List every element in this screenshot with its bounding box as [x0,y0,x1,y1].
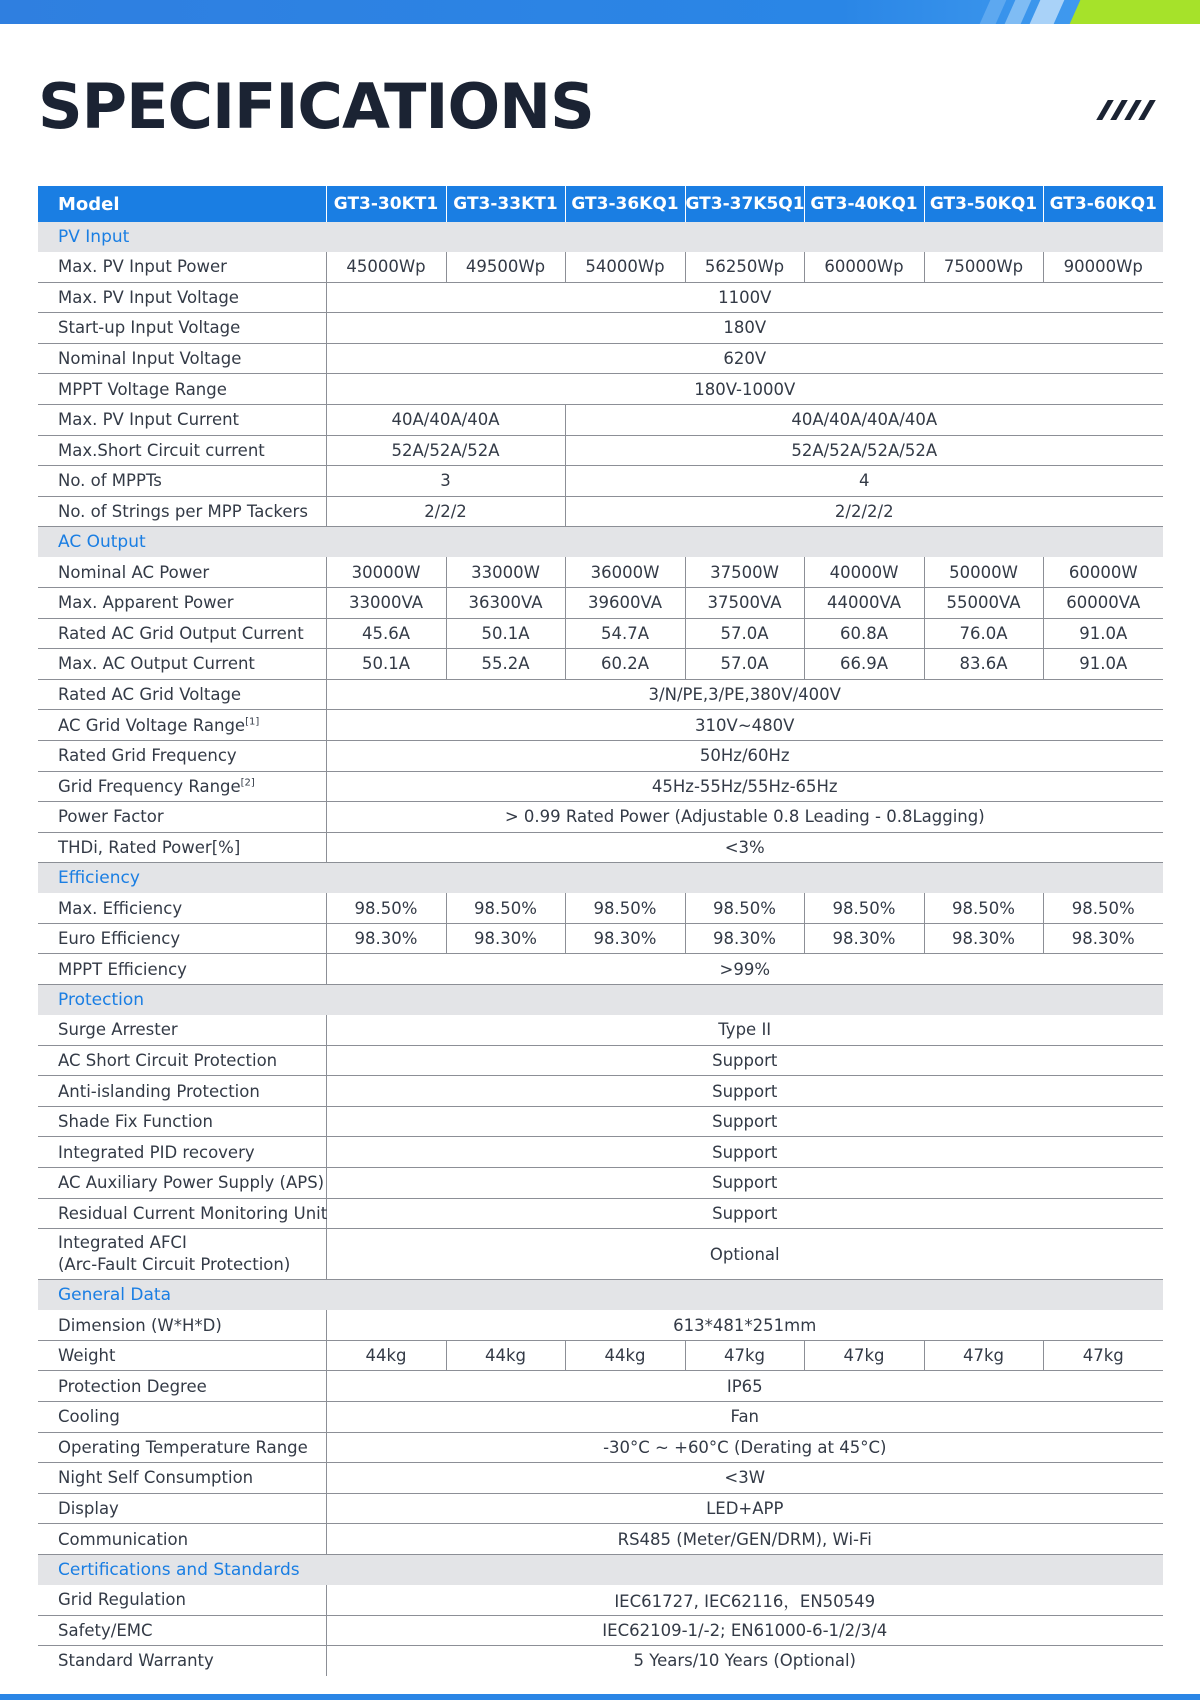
spec-label-text: Rated AC Grid Voltage [58,685,242,705]
spec-label [38,1168,326,1199]
spec-label [38,435,326,466]
spec-label-text: Grid Frequency Range [58,776,241,796]
section-title: PV Input [38,222,1163,252]
footnote-marker: [1] [245,716,260,728]
section-header-row [38,863,1163,894]
spec-value: 98.50% [924,893,1043,923]
spec-value: 37500VA [685,587,804,618]
spec-label [38,1646,326,1676]
spec-value: Support [326,1106,1163,1137]
spec-label [38,404,326,435]
spec-label-text: Max. PV Input Voltage [58,287,239,307]
spec-row [38,740,1163,771]
header-model-name: GT3-40KQ1 [804,186,924,222]
table-header-row [38,186,1163,222]
spec-label [38,1432,326,1463]
spec-label-text: AC Short Circuit Protection [58,1050,278,1070]
spec-row [38,893,1163,923]
section-header-row [38,222,1163,252]
spec-label-text: Max. Efficiency [58,898,183,918]
spec-label-text: (Arc-Fault Circuit Protection) [58,1255,291,1275]
spec-label-text: THDi, Rated Power[%] [58,837,241,857]
spec-value: 98.50% [1043,893,1163,923]
header-model-name: GT3-50KQ1 [924,186,1043,222]
spec-value: 98.50% [565,893,685,923]
spec-value: RS485 (Meter/GEN/DRM), Wi-Fi [326,1524,1163,1555]
section-title: General Data [38,1280,1163,1311]
spec-label-text: MPPT Voltage Range [58,379,227,399]
spec-value: 620V [326,343,1163,374]
spec-row [38,1229,1163,1280]
spec-label [38,1229,326,1280]
bottom-accent-bar [0,1694,1200,1700]
spec-label [38,1198,326,1229]
spec-value: 60.2A [565,649,685,680]
spec-row [38,618,1163,649]
spec-label-text: Protection Degree [58,1376,207,1396]
spec-label-text: Grid Regulation [58,1590,186,1610]
spec-row [38,832,1163,863]
spec-row [38,1524,1163,1555]
spec-value: 98.30% [565,923,685,954]
spec-value: 98.30% [685,923,804,954]
spec-row [38,1371,1163,1402]
spec-row [38,1310,1163,1340]
spec-row [38,1045,1163,1076]
spec-value: 613*481*251mm [326,1310,1163,1340]
section-title: AC Output [38,527,1163,558]
spec-value: Support [326,1198,1163,1229]
spec-row [38,1463,1163,1494]
spec-label [38,1137,326,1168]
spec-row [38,557,1163,587]
spec-label [38,1524,326,1555]
spec-value: 60000W [1043,557,1163,587]
spec-row [38,374,1163,405]
spec-label [38,923,326,954]
spec-label-text: Operating Temperature Range [58,1437,308,1457]
spec-row [38,923,1163,954]
spec-row [38,496,1163,527]
accent-stripe [980,0,1007,24]
spec-value: 310V~480V [326,710,1163,741]
spec-label [38,252,326,282]
spec-value: IP65 [326,1371,1163,1402]
spec-value: 40A/40A/40A/40A [565,404,1163,435]
section-title: Certifications and Standards [38,1554,1163,1585]
spec-row [38,435,1163,466]
spec-value: 44kg [326,1340,446,1371]
spec-value: 44000VA [804,587,924,618]
section-header-row [38,1554,1163,1585]
spec-row [38,1493,1163,1524]
spec-value: IEC61727, IEC62116，EN50549 [326,1585,1163,1615]
spec-value: 66.9A [804,649,924,680]
spec-value: 54.7A [565,618,685,649]
spec-row [38,1340,1163,1371]
spec-value: 75000Wp [924,252,1043,282]
spec-value: 52A/52A/52A/52A [565,435,1163,466]
spec-label-text: Display [58,1499,119,1519]
spec-row [38,710,1163,741]
spec-value: 98.50% [685,893,804,923]
spec-row [38,343,1163,374]
spec-label [38,557,326,587]
spec-label-text: Euro Efficiency [58,929,181,949]
spec-label [38,374,326,405]
spec-label-text: Max. PV Input Current [58,410,240,430]
spec-value: 98.30% [1043,923,1163,954]
spec-value: 76.0A [924,618,1043,649]
spec-value: 83.6A [924,649,1043,680]
spec-label-text: Anti-islanding Protection [58,1081,260,1101]
spec-label-text: Max. AC Output Current [58,654,255,674]
spec-value: 98.30% [326,923,446,954]
spec-row [38,404,1163,435]
spec-label [38,740,326,771]
spec-label-text: Surge Arrester [58,1020,178,1040]
spec-row [38,1432,1163,1463]
spec-label [38,832,326,863]
spec-value: 49500Wp [446,252,565,282]
spec-value: 45000Wp [326,252,446,282]
spec-value: 4 [565,466,1163,497]
spec-label-text: Communication [58,1529,189,1549]
spec-value: 91.0A [1043,618,1163,649]
spec-label [38,710,326,741]
spec-value: 3/N/PE,3/PE,380V/400V [326,679,1163,710]
spec-value: 55.2A [446,649,565,680]
spec-value: 91.0A [1043,649,1163,680]
spec-label-text: Integrated AFCI [58,1233,187,1253]
spec-value: IEC62109-1/-2; EN61000-6-1/2/3/4 [326,1615,1163,1646]
section-header-row [38,985,1163,1016]
spec-value: 47kg [1043,1340,1163,1371]
spec-value: 45.6A [326,618,446,649]
spec-label [38,771,326,802]
spec-label-text: Power Factor [58,807,164,827]
spec-label-text: Max.Short Circuit current [58,440,265,460]
spec-row [38,802,1163,833]
spec-value: 47kg [685,1340,804,1371]
spec-label [38,1493,326,1524]
spec-value: 47kg [924,1340,1043,1371]
spec-value: 98.30% [804,923,924,954]
spec-value: 90000Wp [1043,252,1163,282]
page-title: SPECIFICATIONS [38,70,594,143]
header-model-name: GT3-36KQ1 [565,186,685,222]
spec-row [38,1137,1163,1168]
spec-value: -30°C ~ +60°C (Derating at 45°C) [326,1432,1163,1463]
spec-row [38,954,1163,985]
spec-label-text: Safety/EMC [58,1620,153,1640]
spec-label-text: MPPT Efficiency [58,959,187,979]
spec-label-text: Weight [58,1346,116,1366]
spec-value: 60.8A [804,618,924,649]
spec-value: 40000W [804,557,924,587]
spec-label [38,343,326,374]
spec-label [38,649,326,680]
accent-stripe [1070,0,1200,24]
spec-row [38,1168,1163,1199]
spec-value: Type II [326,1015,1163,1045]
spec-row [38,1198,1163,1229]
spec-row [38,649,1163,680]
header-model-name: GT3-60KQ1 [1043,186,1163,222]
spec-value: 30000W [326,557,446,587]
spec-value: 98.50% [804,893,924,923]
accent-stripe [1005,0,1032,24]
spec-value: Optional [326,1229,1163,1280]
spec-label-text: AC Auxiliary Power Supply (APS) [58,1173,325,1193]
spec-label [38,1340,326,1371]
spec-label-text: Night Self Consumption [58,1468,254,1488]
spec-value: 45Hz-55Hz/55Hz-65Hz [326,771,1163,802]
spec-label-text: Rated Grid Frequency [58,746,237,766]
spec-value: 57.0A [685,649,804,680]
spec-row [38,1615,1163,1646]
spec-label [38,1371,326,1402]
header-model-name: GT3-33KT1 [446,186,565,222]
spec-row [38,282,1163,313]
spec-label-text: Nominal Input Voltage [58,349,242,369]
spec-label [38,496,326,527]
spec-value: <3% [326,832,1163,863]
spec-row [38,679,1163,710]
spec-value: 98.50% [446,893,565,923]
spec-label-text: Nominal AC Power [58,562,210,582]
footnote-marker: [2] [240,777,255,789]
spec-value: <3W [326,1463,1163,1494]
spec-label-text: Standard Warranty [58,1651,214,1671]
spec-value: 2/2/2 [326,496,565,527]
spec-value: > 0.99 Rated Power (Adjustable 0.8 Leading - 0.8Lagging) [326,802,1163,833]
spec-label [38,282,326,313]
section-header-row [38,1280,1163,1311]
spec-value: 44kg [565,1340,685,1371]
spec-row [38,466,1163,497]
spec-row [38,252,1163,282]
spec-value: 50Hz/60Hz [326,740,1163,771]
spec-label-text: No. of Strings per MPP Tackers [58,502,308,522]
header-model-name: GT3-30KT1 [326,186,446,222]
spec-value: >99% [326,954,1163,985]
section-title: Efficiency [38,863,1163,894]
spec-value: 3 [326,466,565,497]
section-title: Protection [38,985,1163,1016]
spec-value: 60000Wp [804,252,924,282]
spec-label-text: Residual Current Monitoring Unit [58,1203,328,1223]
spec-label [38,1015,326,1045]
spec-row [38,587,1163,618]
spec-label [38,802,326,833]
spec-value: Support [326,1168,1163,1199]
spec-label [38,466,326,497]
header-model-label: Model [38,186,326,222]
spec-value: 98.30% [924,923,1043,954]
spec-value: 180V-1000V [326,374,1163,405]
spec-label [38,679,326,710]
spec-label [38,1076,326,1107]
spec-label [38,954,326,985]
spec-row [38,313,1163,344]
spec-value: 44kg [446,1340,565,1371]
spec-value: 98.30% [446,923,565,954]
spec-value: 50.1A [326,649,446,680]
spec-value: 39600VA [565,587,685,618]
spec-label-text: Start-up Input Voltage [58,318,241,338]
spec-label-text: Shade Fix Function [58,1112,213,1132]
spec-value: 60000VA [1043,587,1163,618]
spec-label-text: Rated AC Grid Output Current [58,623,304,643]
spec-value: 40A/40A/40A [326,404,565,435]
spec-value: 50.1A [446,618,565,649]
spec-value: Fan [326,1402,1163,1433]
spec-label-text: No. of MPPTs [58,471,162,491]
spec-value: 56250Wp [685,252,804,282]
spec-label [38,618,326,649]
spec-label [38,1106,326,1137]
spec-label-text: Max. PV Input Power [58,257,227,277]
spec-row [38,1106,1163,1137]
spec-value: 37500W [685,557,804,587]
spec-value: 36300VA [446,587,565,618]
spec-label [38,313,326,344]
spec-value: 47kg [804,1340,924,1371]
section-header-row [38,527,1163,558]
spec-label [38,893,326,923]
spec-label [38,1310,326,1340]
spec-label-text: AC Grid Voltage Range [58,715,246,735]
spec-label-text: Integrated PID recovery [58,1142,255,1162]
spec-value: 50000W [924,557,1043,587]
spec-label [38,1402,326,1433]
spec-value: 57.0A [685,618,804,649]
spec-label [38,587,326,618]
spec-row [38,1015,1163,1045]
spec-value: 33000VA [326,587,446,618]
spec-value: 180V [326,313,1163,344]
spec-value: LED+APP [326,1493,1163,1524]
spec-label [38,1615,326,1646]
spec-label [38,1463,326,1494]
spec-value: Support [326,1137,1163,1168]
spec-value: 1100V [326,282,1163,313]
spec-row [38,771,1163,802]
spec-value: Support [326,1076,1163,1107]
spec-row [38,1585,1163,1615]
spec-value: 2/2/2/2 [565,496,1163,527]
specifications-table [38,186,1163,1676]
spec-value: 52A/52A/52A [326,435,565,466]
spec-value: 5 Years/10 Years (Optional) [633,1651,856,1671]
spec-label-text: Dimension (W*H*D) [58,1315,222,1335]
spec-row [38,1646,1163,1676]
spec-value: 55000VA [924,587,1043,618]
spec-label [38,1585,326,1615]
spec-label-text: Cooling [58,1407,120,1427]
accent-stripe [1030,0,1065,24]
spec-value: 36000W [565,557,685,587]
spec-value: 33000W [446,557,565,587]
spec-value: 54000Wp [565,252,685,282]
top-accent-bar [0,0,1200,24]
header-model-name: GT3-37K5Q1 [685,186,804,222]
spec-value: Support [326,1045,1163,1076]
spec-row [38,1402,1163,1433]
spec-row [38,1076,1163,1107]
spec-label-text: Max. Apparent Power [58,593,234,613]
spec-value: 98.50% [326,893,446,923]
spec-label [38,1045,326,1076]
